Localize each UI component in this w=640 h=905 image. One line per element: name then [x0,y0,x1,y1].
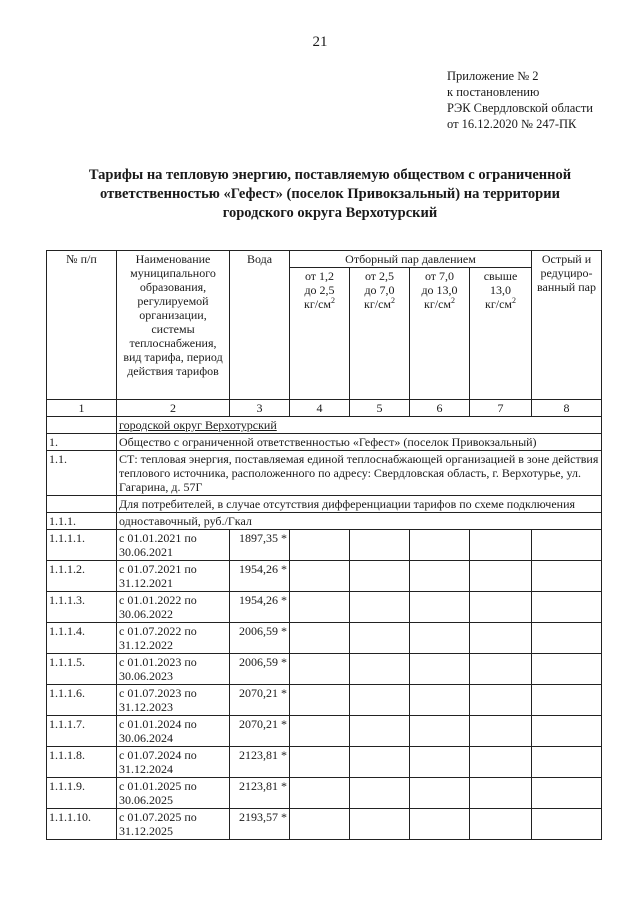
header-pressure-4 [470,268,532,400]
row-period: с 01.07.2022 по 31.12.2022 [117,623,230,654]
row-empty-cell [470,778,532,809]
col-number-8: 8 [532,400,602,417]
appendix-line-3: РЭК Свердловской области [447,101,593,115]
row-empty-cell [410,530,470,561]
row-empty-cell [290,778,350,809]
tariff-type-name: одноставочный, руб./Гкал [117,513,602,530]
header-pressure-3 [410,268,470,400]
row-empty-cell [532,654,602,685]
table-row [47,716,602,747]
table-row [47,778,602,809]
row-no: 1.1.1.1. [47,530,117,561]
organization-name: Общество с ограниченной ответственностью «Гефест» (поселок Привокзальный) [117,434,602,451]
header-pressure-1 [290,268,350,400]
row-no: 1.1.1.4. [47,623,117,654]
municipality-row [47,417,602,434]
row-empty-cell [350,623,410,654]
row-water-tariff: 1954,26 * [230,592,290,623]
row-empty-cell [532,561,602,592]
header-pressure-3-unit: $кг/см^2$ [423,296,455,311]
system-no: 1.1. [47,451,117,496]
header-pressure-4-to: 13,0 [490,283,511,297]
row-empty-cell [350,530,410,561]
row-period: с 01.07.2025 по 31.12.2025 [117,809,230,840]
row-period: с 01.01.2024 по 30.06.2024 [117,716,230,747]
col-number-1: 1 [47,400,117,417]
row-empty-cell [350,654,410,685]
header-sharp-steam: Острый и редуциро-ванный пар [532,251,602,400]
table-row [47,592,602,623]
tariff-table [46,250,602,840]
row-empty-cell [532,623,602,654]
header-pressure-1-from: от 1,2 [304,269,335,283]
document-title: Тарифы на тепловую энергию, поставляемую обществом с ограниченной ответственностью «Гефест» (поселок Привокзальный) на территории городского округа Верхотурский [88,167,572,221]
row-period: с 01.07.2021 по 31.12.2021 [117,561,230,592]
row-period: с 01.01.2022 по 30.06.2022 [117,592,230,623]
row-empty-cell [470,530,532,561]
row-period: с 01.01.2025 по 30.06.2025 [117,778,230,809]
row-empty-cell [290,747,350,778]
row-empty-cell [290,561,350,592]
row-empty-cell [290,654,350,685]
row-empty-cell [532,778,602,809]
header-pressure-1-unit: $кг/см^2$ [303,296,335,311]
row-empty-cell [532,716,602,747]
row-empty-cell [470,809,532,840]
row-no: 1.1.1.9. [47,778,117,809]
table-row [47,685,602,716]
col-number-3: 3 [230,400,290,417]
header-pressure-3-from: от 7,0 [424,269,455,283]
appendix-line-1: Приложение № 2 [447,69,539,83]
row-water-tariff: 2123,81 * [230,778,290,809]
col-number-4: 4 [290,400,350,417]
row-no: 1.1.1.6. [47,685,117,716]
row-water-tariff: 2006,59 * [230,654,290,685]
row-empty-cell [470,654,532,685]
row-empty-cell [350,561,410,592]
row-no: 1.1.1.5. [47,654,117,685]
row-empty-cell [532,592,602,623]
header-water: Вода [230,251,290,400]
table-row [47,747,602,778]
row-water-tariff: 2006,59 * [230,623,290,654]
row-no: 1.1.1.2. [47,561,117,592]
table-row [47,561,602,592]
header-pressure-2-to: до 7,0 [364,283,395,297]
table-row [47,809,602,840]
row-empty-cell [470,561,532,592]
appendix-block [447,68,593,132]
row-empty-cell [290,592,350,623]
row-period: с 01.07.2024 по 31.12.2024 [117,747,230,778]
row-empty-cell [290,809,350,840]
table-row [47,654,602,685]
row-empty-cell [532,747,602,778]
row-empty-cell [410,778,470,809]
row-empty-cell [410,685,470,716]
row-empty-cell [470,685,532,716]
row-empty-cell [410,747,470,778]
row-empty-cell [350,592,410,623]
row-empty-cell [410,716,470,747]
system-name: СТ: тепловая энергия, поставляемая единой теплоснабжающей организацией в зоне действия теплового источника, расположенного по адресу: Свердловская область, г. Верхотурье, ул. Гагарина, д. 57Г [117,451,602,496]
appendix-line-4: от 16.12.2020 № 247-ПК [447,117,577,131]
header-pressure-1-to: до 2,5 [304,283,335,297]
row-no: 1.1.1.8. [47,747,117,778]
row-empty-cell [532,809,602,840]
row-empty-cell [470,716,532,747]
tariff-type-no: 1.1.1. [47,513,117,530]
consumers-description: Для потребителей, в случае отсутствия дифференциации тарифов по схеме подключения [117,496,602,513]
col-number-2: 2 [117,400,230,417]
row-empty-cell [410,623,470,654]
row-empty-cell [290,530,350,561]
header-pressure-2-from: от 2,5 [364,269,395,283]
row-empty-cell [290,623,350,654]
row-empty-cell [410,809,470,840]
header-name: Наименование муниципального образования, регулируемой организации, системы теплоснабжения, вид тарифа, период действия тарифов [117,251,230,400]
page-number: 21 [312,34,328,50]
appendix-line-2: к постановлению [447,85,540,99]
row-empty-cell [350,716,410,747]
row-empty-cell [350,747,410,778]
row-empty-cell [410,654,470,685]
row-period: с 01.07.2023 по 31.12.2023 [117,685,230,716]
col-number-5: 5 [350,400,410,417]
table-row [47,623,602,654]
row-empty-cell [350,809,410,840]
row-empty-cell [350,685,410,716]
header-pressure-2 [350,268,410,400]
header-steam-group: Отборный пар давлением [290,251,532,268]
header-no: № п/п [47,251,117,400]
consumers-row [47,496,602,513]
row-empty-cell [290,685,350,716]
header-pressure-2-unit: $кг/см^2$ [363,296,395,311]
row-no: 1.1.1.7. [47,716,117,747]
row-empty-cell [410,561,470,592]
header-row-1 [47,251,602,268]
row-empty-cell [290,716,350,747]
row-water-tariff: 2123,81 * [230,747,290,778]
row-empty-cell [410,592,470,623]
column-number-row [47,400,602,417]
row-period: с 01.01.2023 по 30.06.2023 [117,654,230,685]
header-pressure-3-to: до 13,0 [421,283,458,297]
system-row [47,451,602,496]
row-no: 1.1.1.10. [47,809,117,840]
row-empty-cell [470,592,532,623]
col-number-6: 6 [410,400,470,417]
tariff-rows [47,530,602,840]
row-empty-cell [532,685,602,716]
municipality-name: городской округ Верхотурский [117,417,602,434]
row-water-tariff: 2070,21 * [230,685,290,716]
row-no: 1.1.1.3. [47,592,117,623]
table-row [47,530,602,561]
row-water-tariff: 1954,26 * [230,561,290,592]
row-period: с 01.01.2021 по 30.06.2021 [117,530,230,561]
col-number-7: 7 [470,400,532,417]
organization-row [47,434,602,451]
row-water-tariff: 1897,35 * [230,530,290,561]
header-pressure-4-from: свыше [483,269,518,283]
header-pressure-4-unit: $кг/см^2$ [484,296,516,311]
row-water-tariff: 2193,57 * [230,809,290,840]
tariff-type-row [47,513,602,530]
row-empty-cell [532,530,602,561]
row-empty-cell [350,778,410,809]
row-water-tariff: 2070,21 * [230,716,290,747]
row-empty-cell [470,747,532,778]
row-empty-cell [470,623,532,654]
organization-no: 1. [47,434,117,451]
